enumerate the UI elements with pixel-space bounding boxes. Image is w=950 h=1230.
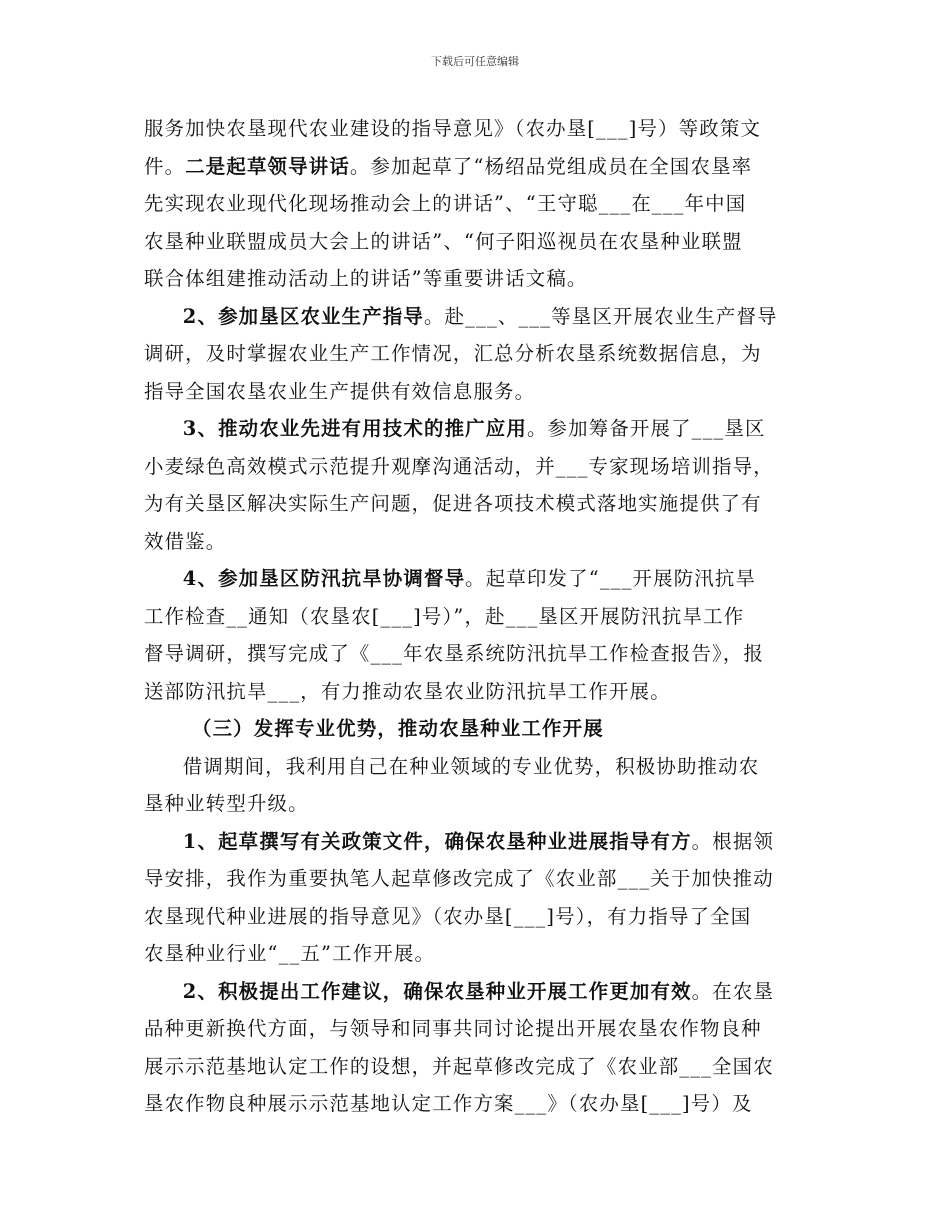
paragraph (144, 823, 808, 973)
text-line (144, 823, 808, 861)
text-line: 农垦种业行业“__五”工作开展。 (144, 942, 436, 965)
text-line: 农垦种业联盟成员大会上的讲话”、“何子阳巡视员在农垦种业联盟 (144, 229, 743, 253)
text-line (144, 410, 808, 448)
text-line: 送部防汛抗旱___，有力推动农垦农业防汛抗旱工作开展。 (144, 679, 671, 703)
text-run: 件。 (144, 154, 186, 178)
text-line: 展示示范基地认定工作的设想，并起草修改完成了《农业部___全国农 (144, 1054, 774, 1078)
text-line: 导安排，我作为重要执笔人起草修改完成了《农业部___关于加快推动 (144, 867, 774, 890)
text-line (144, 148, 808, 186)
text-run: 。在农垦 (691, 979, 775, 1003)
text-run: 。赴___、___等垦区开展农业生产督导 (424, 304, 778, 328)
text-line: 借调期间，我利用自己在种业领域的专业优势，积极协助推动农 (182, 754, 760, 778)
text-run: 。参加筹备开展了___垦区 (526, 417, 766, 440)
paragraph (144, 110, 808, 298)
text-line: 指导全国农垦农业生产提供有效信息服务。 (144, 379, 536, 403)
document-body (144, 110, 808, 1123)
paragraph (144, 748, 808, 823)
bold-heading: 4、参加垦区防汛抗旱协调督导 (182, 567, 466, 590)
paragraph (144, 298, 808, 411)
text-run: 。参加起草了“杨绍品党组成员在全国农垦率 (349, 154, 753, 178)
text-line (144, 560, 808, 598)
text-line: 调研，及时掌握农业生产工作情况，汇总分析农垦系统数据信息，为 (144, 342, 762, 365)
text-line: 工作检查__通知（农垦农[___]号）”，赴___垦区开展防汛抗旱工作 (144, 604, 745, 628)
text-run: 。起草印发了“___开展防汛抗旱 (465, 567, 757, 590)
bold-heading: 2、参加垦区农业生产指导 (182, 304, 424, 328)
text-line: 先实现农业现代化现场推动会上的讲话”、“王守聪___在___年中国 (144, 192, 747, 215)
text-run: 。根据领 (691, 829, 775, 853)
text-line: 垦种业转型升级。 (144, 792, 309, 815)
bold-heading: 1、起草撰写有关政策文件，确保农垦种业进展指导有方 (182, 829, 692, 853)
text-line: 小麦绿色高效模式示范提升观摩沟通活动，并___专家现场培训指导， (144, 454, 774, 478)
text-line: 垦农作物良种展示示范基地认定工作方案___》（农办垦[___]号）及 (144, 1092, 753, 1115)
paragraph (144, 973, 808, 1123)
bold-heading: 二是起草领导讲话 (185, 154, 350, 178)
bold-heading: 2、积极提出工作建议，确保农垦种业开展工作更加有效 (182, 979, 692, 1003)
text-line: 服务加快农垦现代农业建设的指导意见》（农办垦[___]号）等政策文 (144, 117, 762, 140)
text-line: 联合体组建推动活动上的讲话”等重要讲话文稿。 (144, 267, 588, 290)
text-line: 为有关垦区解决实际生产问题，促进各项技术模式落地实施提供了有 (144, 492, 762, 515)
text-line (144, 973, 808, 1011)
text-line: 品种更新换代方面，与领导和同事共同讨论提出开展农垦农作物良种 (144, 1017, 762, 1040)
text-line (144, 298, 808, 336)
text-line: 督导调研，撰写完成了《___年农垦系统防汛抗旱工作检查报告》，报 (144, 642, 765, 665)
paragraph (144, 560, 808, 710)
text-line: 效借鉴。 (144, 529, 227, 553)
section-heading: （三）发挥专业优势，推动农垦种业工作开展 (192, 717, 604, 740)
page-header: 下载后可任意编辑 (431, 55, 519, 68)
paragraph (144, 410, 808, 560)
text-line: 农垦现代种业进展的指导意见》（农办垦[___]号），有力指导了全国 (144, 904, 752, 928)
bold-heading: 3、推动农业先进有用技术的推广应用 (182, 417, 527, 440)
